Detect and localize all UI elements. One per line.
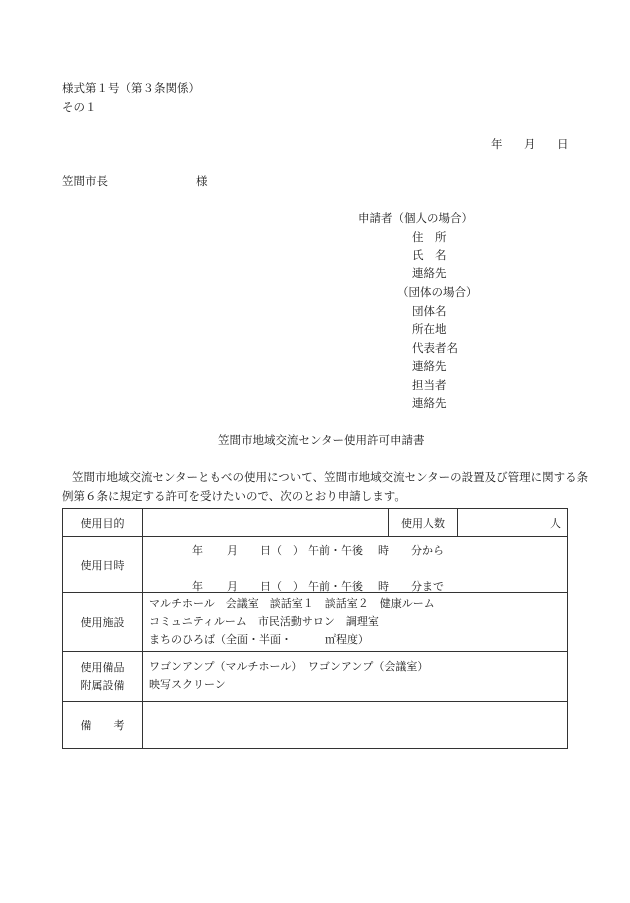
purpose-row — [63, 509, 568, 537]
facility-options-line2: コミュニティルーム 市民活動サロン 調理室 — [149, 615, 379, 628]
applicant-name-label: 氏 名 — [412, 248, 447, 262]
group-representative-label: 代表者名 — [412, 341, 458, 355]
remarks-field[interactable] — [143, 702, 568, 749]
equipment-options-line1: ワゴンアンプ（マルチホール） ワゴンアンプ（会議室） — [149, 660, 429, 673]
application-form-table — [62, 508, 568, 749]
equipment-field[interactable] — [143, 652, 568, 702]
group-contact-label: 連絡先 — [412, 359, 447, 373]
document-title: 笠間市地域交流センター使用許可申請書 — [218, 433, 425, 447]
facility-options-line1: マルチホール 会議室 談話室１ 談話室２ 健康ルーム — [149, 597, 435, 610]
equipment-label — [63, 652, 143, 702]
to-month: 月 — [227, 580, 238, 593]
body-text-line1: 笠間市地域交流センターともべの使用について、笠間市地域交流センターの設置及び管理に関する条 — [72, 470, 589, 484]
remarks-row — [63, 702, 568, 749]
equipment-label-line1: 使用備品 — [80, 660, 125, 674]
form-number: 様式第１号（第３条関係） — [62, 81, 200, 95]
from-day: 日（ ） — [260, 544, 304, 557]
from-hour: 時 — [378, 544, 389, 557]
from-minute: 分から — [411, 544, 444, 557]
equipment-row — [63, 652, 568, 702]
facility-row — [63, 593, 568, 652]
to-minute: 分まで — [411, 580, 444, 593]
group-person-label: 担当者 — [412, 378, 447, 392]
group-title: （団体の場合） — [397, 285, 478, 299]
facility-label: 使用施設 — [63, 593, 143, 652]
date-day: 日 — [557, 137, 569, 151]
headcount-unit: 人 — [550, 516, 561, 530]
body-text-line2: 例第６条に規定する許可を受けたいので、次のとおり申請します。 — [62, 489, 406, 503]
date-month: 月 — [524, 137, 536, 151]
group-contact2-label: 連絡先 — [412, 396, 447, 410]
applicant-title: 申請者（個人の場合） — [358, 211, 473, 225]
applicant-address-label: 住 所 — [412, 230, 447, 244]
equipment-label-line2: 附属設備 — [80, 678, 125, 692]
to-year: 年 — [192, 580, 203, 593]
datetime-field[interactable] — [143, 537, 568, 593]
to-ampm: 午前・午後 — [308, 580, 363, 593]
form-sub-number: その１ — [62, 100, 97, 114]
equipment-options-line2: 映写スクリーン — [149, 678, 226, 691]
addressee: 笠間市長 — [62, 174, 108, 188]
facility-options-line3: まちのひろば（全面・半面・ ㎡程度） — [149, 633, 369, 646]
to-day: 日（ ） — [260, 580, 304, 593]
headcount-label: 使用人数 — [389, 509, 458, 537]
facility-field[interactable] — [143, 593, 568, 652]
from-ampm: 午前・午後 — [308, 544, 363, 557]
remarks-label: 備 考 — [63, 702, 143, 749]
applicant-contact-label: 連絡先 — [412, 266, 447, 280]
headcount-field[interactable] — [458, 509, 568, 537]
honorific: 様 — [196, 174, 208, 188]
datetime-label: 使用日時 — [63, 537, 143, 593]
group-location-label: 所在地 — [412, 322, 447, 336]
to-hour: 時 — [378, 580, 389, 593]
from-year: 年 — [192, 544, 203, 557]
date-year: 年 — [491, 137, 503, 151]
purpose-field[interactable] — [143, 509, 389, 537]
group-name-label: 団体名 — [412, 304, 447, 318]
purpose-label: 使用目的 — [63, 509, 143, 537]
datetime-row — [63, 537, 568, 593]
from-month: 月 — [227, 544, 238, 557]
